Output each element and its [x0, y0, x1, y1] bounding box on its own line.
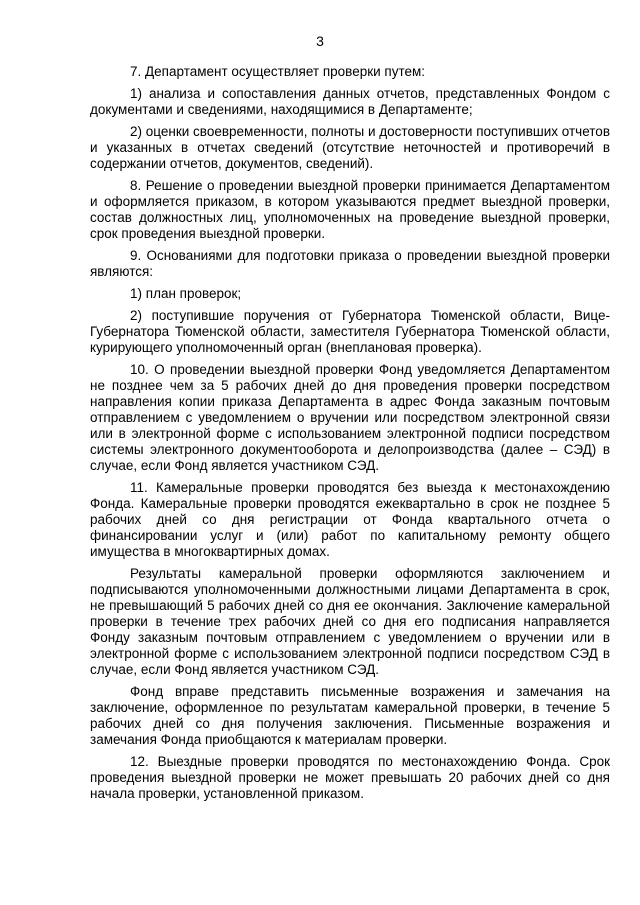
document-body [90, 64, 610, 808]
paragraph-7-item-2: 2) оценки своевременности, полноты и достоверности поступивших отчетов и указанных в отчетах сведений (отсутствие неточностей и противоречий в содержании отчетов, документов, сведений). [90, 124, 610, 171]
paragraph-11: 11. Камеральные проверки проводятся без выезда к местонахождению Фонда. Камеральные проверки проводятся ежеквартально в срок не позднее 5 рабочих дней со дня регистрации от Фонда квартального отчета о финансировании услуг и (или) работ по капитальному ремонту общего имущества в многоквартирных домах. [90, 480, 610, 559]
paragraph-10: 10. О проведении выездной проверки Фонд уведомляется Департаментом не позднее чем за 5 рабочих дней до дня проведения проверки посредством направления копии приказа Департамента в адрес Фонда заказным почтовым отправлением с уведомлением о вручении или посредством электронной связи или в электронной форме с использованием электронной подписи посредством системы электронного документооборота и делопроизводства (далее – СЭД) в случае, если Фонд является участником СЭД. [90, 362, 610, 473]
paragraph-7-item-1: 1) анализа и сопоставления данных отчетов, представленных Фондом с документами и сведениями, находящимися в Департаменте; [90, 86, 610, 117]
paragraph-7: 7. Департамент осуществляет проверки путем: [130, 64, 426, 79]
paragraph-9: 9. Основаниями для подготовки приказа о проведении выездной проверки являются: [90, 248, 610, 279]
paragraph-11-objections: Фонд вправе представить письменные возражения и замечания на заключение, оформленное по результатам камеральной проверки, в течение 5 рабочих дней со дня получения заключения. Письменные возражения и замечания Фонда приобщаются к материалам проверки. [90, 684, 610, 747]
paragraph-8: 8. Решение о проведении выездной проверки принимается Департаментом и оформляется приказом, в котором указываются предмет выездной проверки, состав должностных лиц, уполномоченных на проведение выездной проверки, срок проведения выездной проверки. [90, 178, 610, 241]
paragraph-9-item-2: 2) поступившие поручения от Губернатора Тюменской области, Вице-Губернатора Тюменской области, заместителя Губернатора Тюменской области, курирующего уполномоченный орган (внеплановая проверка). [90, 308, 610, 355]
paragraph-9-item-1: 1) план проверок; [130, 286, 242, 301]
paragraph-11-results: Результаты камеральной проверки оформляются заключением и подписываются уполномоченными должностными лицами Департамента в срок, не превышающий 5 рабочих дней со дня ее окончания. Заключение камеральной проверки в течение трех рабочих дней со дня его подписания направляется Фонду заказным почтовым отправлением с уведомлением о вручении или в электронной форме с использованием электронной подписи посредством СЭД в случае, если Фонд является участником СЭД. [90, 566, 610, 677]
page-number: 3 [316, 33, 324, 49]
paragraph-12: 12. Выездные проверки проводятся по местонахождению Фонда. Срок проведения выездной проверки не может превышать 20 рабочих дней со дня начала проверки, установленной приказом. [90, 754, 610, 801]
